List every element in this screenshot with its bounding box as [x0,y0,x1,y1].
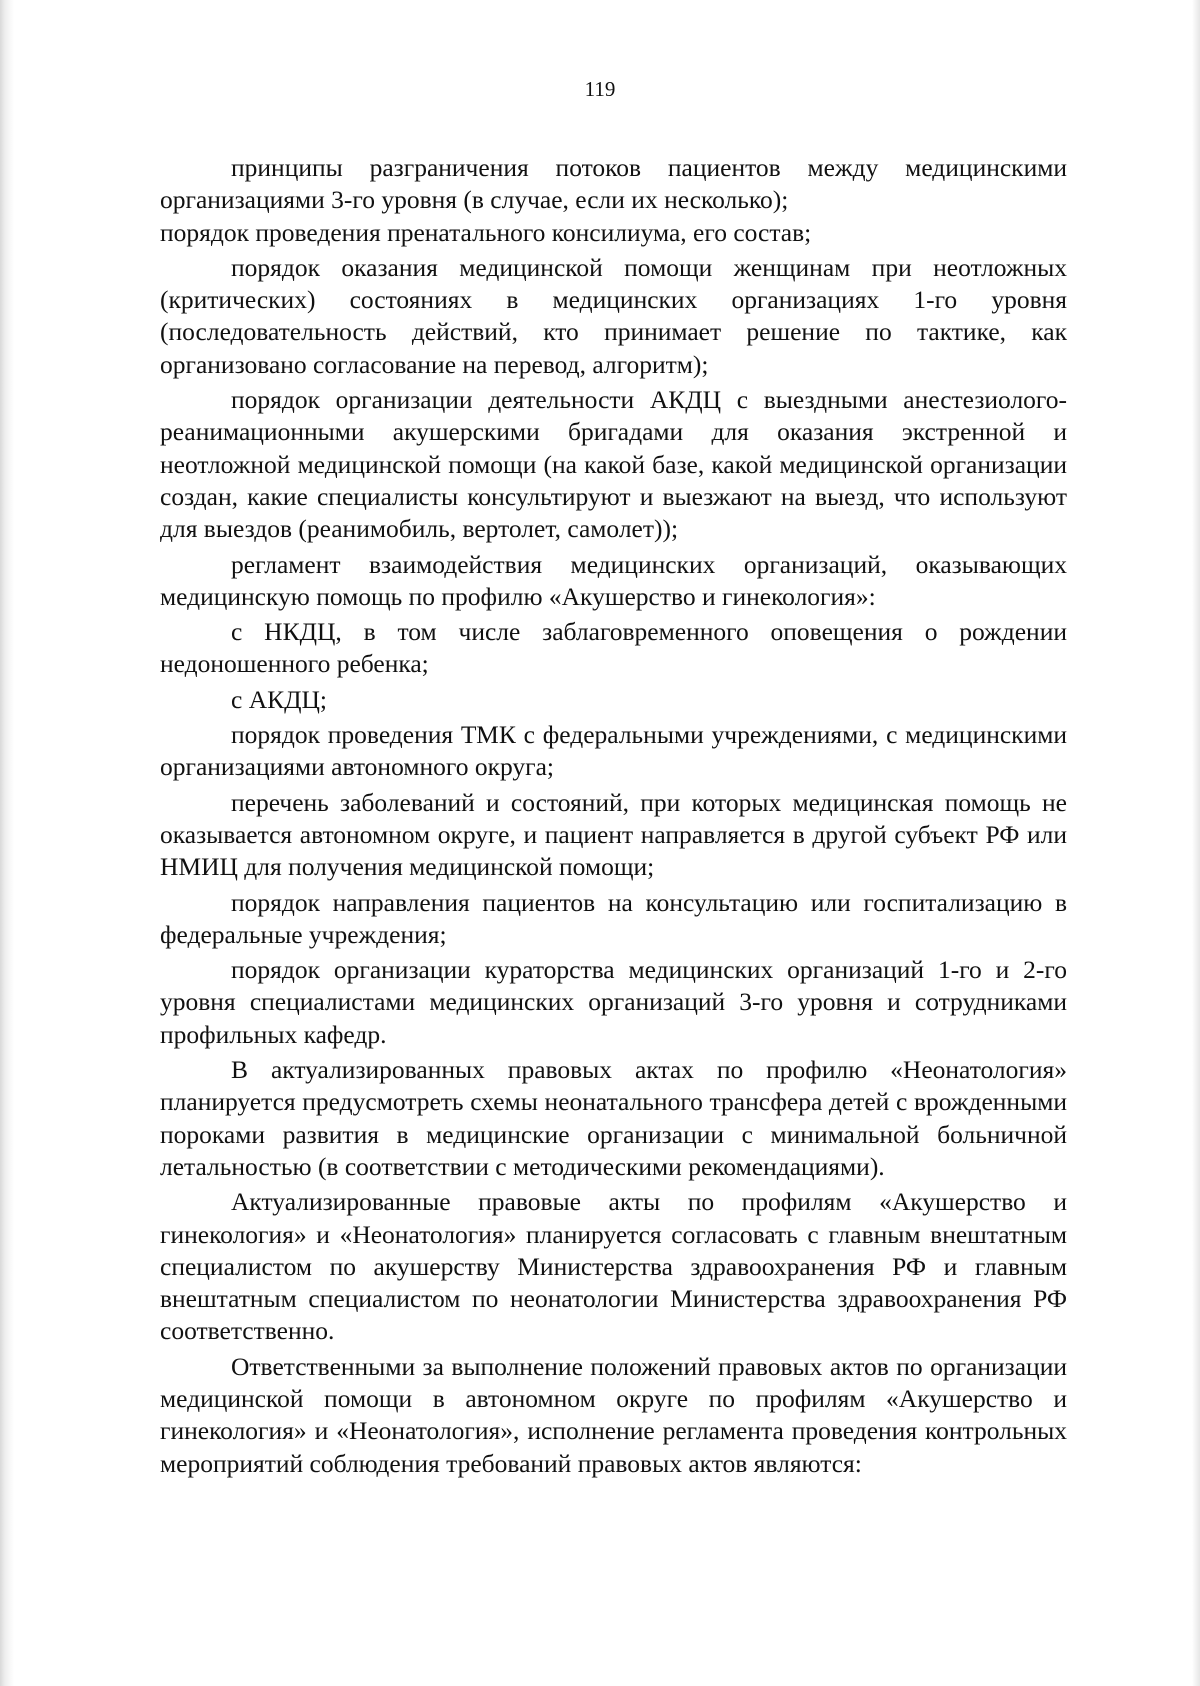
paragraph-12: В актуализированных правовых актах по профилю «Неонатология» планируется предусмотреть схемы неонатального трансфера детей с врожденными пороками развития в медицинские организации с минимальной больничной летальностью (в соответствии с методическими рекомендациями). [160,1055,1067,1181]
paragraph-1: принципы разграничения потоков пациентов между медицинскими организациями 3-го уровня (в случае, если их несколько); [160,153,1067,215]
paragraph-9: перечень заболеваний и состояний, при которых медицинская помощь не оказывается автономном округе, и пациент направляется в другой субъект РФ или НМИЦ для получения медицинской помощи; [160,787,1067,882]
paragraph-11: порядок организации кураторства медицинских организаций 1-го и 2-го уровня специалистами медицинских организаций 3-го уровня и сотрудниками профильных кафедр. [160,955,1067,1049]
paragraph-14: Ответственными за выполнение положений правовых актов по организации медицинской помощи в автономном округе по профилям «Акушерство и гинекология» и «Неонатология», исполнение регламента проведения контрольных мероприятий соблюдения требований правовых актов являются: [160,1351,1067,1478]
paragraph-10: порядок направления пациентов на консультацию или госпитализацию в федеральные учреждения; [160,887,1067,949]
paragraph-5: регламент взаимодействия медицинских организаций, оказывающих медицинскую помощь по профилю «Акушерство и гинекология»: [160,549,1067,611]
scan-edge-right [1192,0,1200,1686]
document-body [160,152,1067,1480]
paragraph-6: с НКДЦ, в том числе заблаговременного оповещения о рождении недоношенного ребенка; [160,617,1067,679]
scan-edge-left [0,0,14,1686]
paragraph-7: с АКДЦ; [231,684,328,714]
paragraph-8: порядок проведения ТМК с федеральными учреждениями, с медицинскими организациями автономного округа; [160,720,1067,782]
paragraph-13: Актуализированные правовые акты по профилям «Акушерство и гинекология» и «Неонатология» планируется согласовать с главным внештатным специалистом по акушерству Министерства здравоохранения РФ и главным внештатным специалистом по неонатологии Министерства здравоохранения РФ соответственно. [160,1187,1067,1346]
paragraph-4: порядок организации деятельности АКДЦ с выездными анестезиолого-реанимационными акушерскими бригадами для оказания экстренной и неотложной медицинской помощи (на какой базе, какой медицинской организации создан, какие специалисты консультируют и выезжают на выезд, что используют для выездов (реанимобиль, вертолет, самолет)); [160,385,1067,544]
paragraph-2: порядок проведения пренатального консилиума, его состав; [160,217,812,247]
paragraph-3: порядок оказания медицинской помощи женщинам при неотложных (критических) состояниях в медицинских организациях 1-го уровня (последовательность действий, кто принимает решение по тактике, как организовано согласование на перевод, алгоритм); [160,252,1067,379]
page-number: 119 [584,77,616,101]
